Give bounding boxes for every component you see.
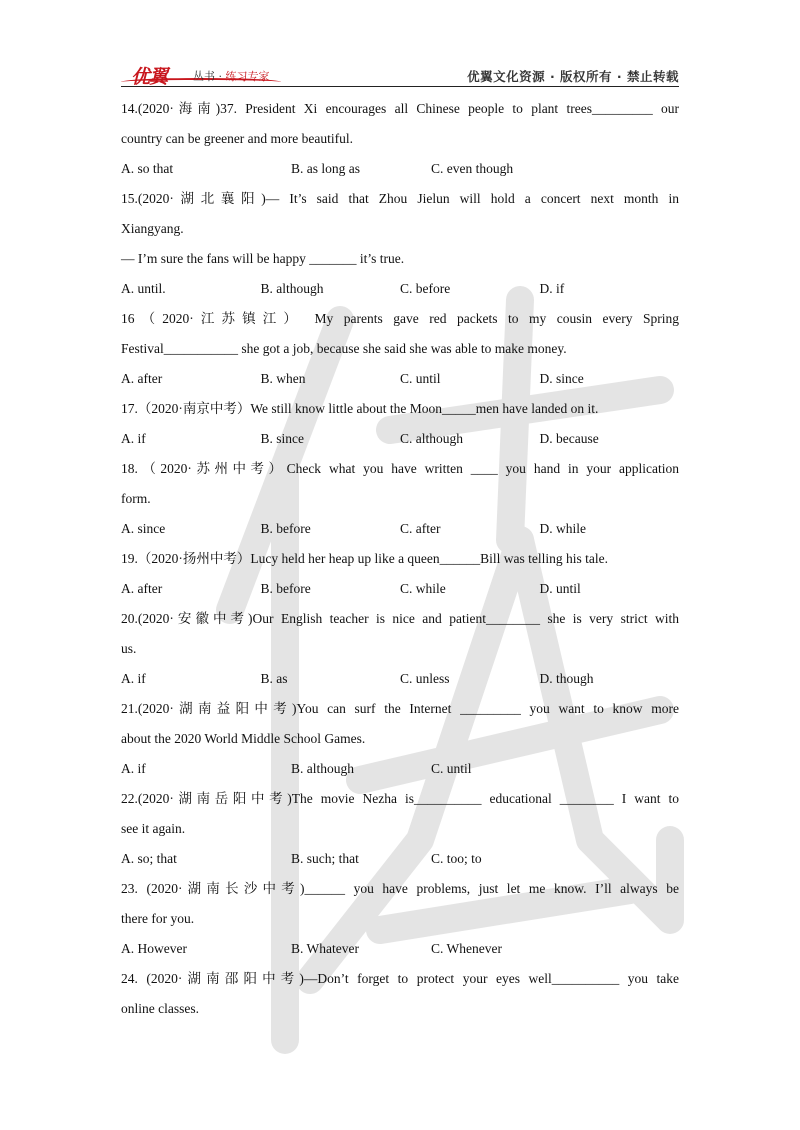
answer-options bbox=[121, 154, 679, 184]
question-text-line: 23. (2020·湖南长沙中考)______ you have problems, just let me know. I’ll always be bbox=[121, 881, 679, 896]
answer-option: C. although bbox=[400, 431, 463, 446]
answer-option: A. if bbox=[121, 431, 146, 446]
answer-options bbox=[121, 574, 679, 604]
answer-option: B. when bbox=[260, 371, 306, 386]
answer-option: B. although bbox=[291, 761, 354, 776]
question-text-line: online classes. bbox=[121, 1001, 199, 1016]
answer-option: D. because bbox=[539, 431, 599, 446]
answer-option: C. Whenever bbox=[431, 941, 502, 956]
answer-option: B. as long as bbox=[291, 161, 360, 176]
answer-options bbox=[121, 754, 679, 784]
answer-option: C. until bbox=[431, 761, 472, 776]
answer-option: D. though bbox=[539, 671, 594, 686]
question-text-line: see it again. bbox=[121, 821, 186, 836]
copyright-notice: 优翼文化资源 · 版权所有 · 禁止转载 bbox=[467, 69, 679, 84]
question-text-line: 16（2020·江苏镇江） My parents gave red packets to my cousin every Spring bbox=[121, 311, 679, 326]
answer-option: C. until bbox=[400, 371, 441, 386]
question-text-line: 18.（2020·苏州中考）Check what you have written ____ you hand in your application bbox=[121, 461, 679, 476]
question-list bbox=[121, 94, 679, 1024]
answer-option: B. before bbox=[260, 521, 311, 536]
answer-option: A. so; that bbox=[121, 851, 177, 866]
answer-options bbox=[121, 364, 679, 394]
answer-option: A. However bbox=[121, 941, 187, 956]
answer-option: D. if bbox=[539, 281, 565, 296]
answer-option: B. before bbox=[260, 581, 311, 596]
question-text-line: about the 2020 World Middle School Games. bbox=[121, 731, 366, 746]
answer-option: B. such; that bbox=[291, 851, 359, 866]
question-text-line: 19.（2020·扬州中考）Lucy held her heap up like a queen______Bill was telling his tale. bbox=[121, 551, 609, 566]
answer-option: C. before bbox=[400, 281, 451, 296]
answer-option: B. since bbox=[260, 431, 304, 446]
question-text-line: 24. (2020·湖南邵阳中考)—Don’t forget to protect your eyes well__________ you take bbox=[121, 971, 679, 986]
answer-option: A. so that bbox=[121, 161, 174, 176]
answer-option: C. while bbox=[400, 581, 446, 596]
answer-option: D. since bbox=[539, 371, 584, 386]
question-text-line: 21.(2020·湖南益阳中考)You can surf the Internet _________ you want to know more bbox=[121, 701, 679, 716]
answer-option: A. after bbox=[121, 371, 163, 386]
brand-subtitle-tagline: 练习专家 bbox=[225, 70, 270, 83]
brand-subtitle bbox=[193, 68, 270, 84]
question-text-line: 17.（2020·南京中考）We still know little about the Moon_____men have landed on it. bbox=[121, 401, 599, 416]
answer-option: D. until bbox=[539, 581, 581, 596]
brand-logo: 优翼 bbox=[131, 66, 168, 88]
answer-options bbox=[121, 934, 679, 964]
answer-option: A. since bbox=[121, 521, 166, 536]
question-text-line: us. bbox=[121, 641, 137, 656]
answer-option: A. until. bbox=[121, 281, 166, 296]
question-text-line: Festival___________ she got a job, because she said she was able to make money. bbox=[121, 341, 567, 356]
question-text-line: — I’m sure the fans will be happy _______ it’s true. bbox=[121, 251, 405, 266]
answer-option: C. too; to bbox=[431, 851, 482, 866]
answer-option: C. unless bbox=[400, 671, 450, 686]
answer-options bbox=[121, 424, 679, 454]
page-header bbox=[121, 62, 679, 87]
answer-option: B. as bbox=[260, 671, 288, 686]
question-text-line: 20.(2020·安徽中考)Our English teacher is nice and patient________ she is very strict with bbox=[121, 611, 679, 626]
question-text-line: country can be greener and more beautiful. bbox=[121, 131, 354, 146]
question-text-line: 22.(2020·湖南岳阳中考)The movie Nezha is__________ educational ________ I want to bbox=[121, 791, 679, 806]
question-text-line: form. bbox=[121, 491, 151, 506]
answer-options bbox=[121, 514, 679, 544]
answer-option: A. if bbox=[121, 761, 146, 776]
answer-option: A. if bbox=[121, 671, 146, 686]
answer-option: B. although bbox=[260, 281, 324, 296]
question-text-line: Xiangyang. bbox=[121, 221, 184, 236]
answer-option: C. even though bbox=[431, 161, 514, 176]
answer-options bbox=[121, 664, 679, 694]
question-text-line: there for you. bbox=[121, 911, 195, 926]
question-text-line: 15.(2020·湖北襄阳)— It’s said that Zhou Jielun will hold a concert next month in bbox=[121, 191, 679, 206]
question-text-line: 14.(2020·海南)37. President Xi encourages all Chinese people to plant trees_________ our bbox=[121, 101, 679, 116]
answer-option: B. Whatever bbox=[291, 941, 359, 956]
answer-options bbox=[121, 274, 679, 304]
answer-options bbox=[121, 844, 679, 874]
answer-option: A. after bbox=[121, 581, 163, 596]
answer-option: D. while bbox=[539, 521, 586, 536]
brand-subtitle-series: 丛书 · bbox=[193, 70, 226, 83]
answer-option: C. after bbox=[400, 521, 441, 536]
